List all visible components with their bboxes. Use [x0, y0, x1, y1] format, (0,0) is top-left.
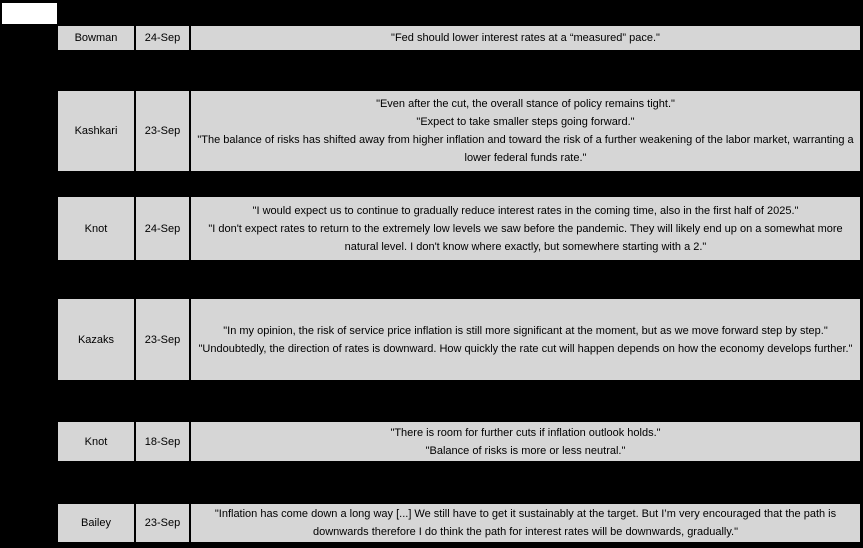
quote-cell: [190, 421, 861, 462]
quote-text: "Expect to take smaller steps going forward.": [416, 116, 635, 128]
quote-text: "Even after the cut, the overall stance of policy remains tight.": [376, 98, 675, 110]
speaker-name: Kashkari: [57, 90, 135, 172]
quote-date: 24-Sep: [135, 196, 190, 261]
quote-date: 23-Sep: [135, 90, 190, 172]
quote-text: "The balance of risks has shifted away from higher inflation and toward the risk of a further weakening of the labor market, warranting a lower federal funds rate.": [197, 134, 854, 164]
quote-text: "Inflation has come down a long way [...] We still have to get it sustainably at the target. But I’m very encouraged that the path is downwards therefore I do think the path for interest rates will be downwards, gradually.": [214, 508, 837, 538]
table-row: [57, 503, 861, 543]
quote-text: "There is room for further cuts if inflation outlook holds.": [390, 426, 661, 439]
quote-text: "Undoubtedly, the direction of rates is downward. How quickly the rate cut will happen depends on how the economy develops further.": [198, 342, 853, 355]
table-row: [57, 90, 861, 172]
quote-text: "Balance of risks is more or less neutral.": [425, 444, 626, 457]
table-row: [57, 298, 861, 381]
speaker-name: Kazaks: [57, 298, 135, 381]
quote-date: 18-Sep: [135, 421, 190, 462]
speaker-name: Knot: [57, 421, 135, 462]
quote-cell: [190, 25, 861, 51]
quote-cell: [190, 503, 861, 543]
speaker-name: Bowman: [57, 25, 135, 51]
table-row: [57, 196, 861, 261]
quote-date: 24-Sep: [135, 25, 190, 51]
quote-date: 23-Sep: [135, 298, 190, 381]
top-left-blank-cell: [2, 3, 57, 24]
quote-text: "I don't expect rates to return to the extremely low levels we saw before the pandemic. They will likely end up on a somewhat more natural level. I don't know where exactly, but somewhere starting with a 2.": [208, 222, 843, 253]
speaker-name: Knot: [57, 196, 135, 261]
quote-cell: [190, 90, 861, 172]
quote-text: "Fed should lower interest rates at a “measured” pace.": [391, 32, 660, 44]
quote-date: 23-Sep: [135, 503, 190, 543]
speaker-name: Bailey: [57, 503, 135, 543]
table-row: [57, 421, 861, 462]
quote-text: "I would expect us to continue to gradually reduce interest rates in the coming time, also in the first half of 2025.": [252, 204, 799, 217]
quote-cell: [190, 298, 861, 381]
quote-text: "In my opinion, the risk of service price inflation is still more significant at the moment, but as we move forward step by step.": [223, 324, 828, 337]
table-row: [57, 25, 861, 51]
quote-cell: [190, 196, 861, 261]
